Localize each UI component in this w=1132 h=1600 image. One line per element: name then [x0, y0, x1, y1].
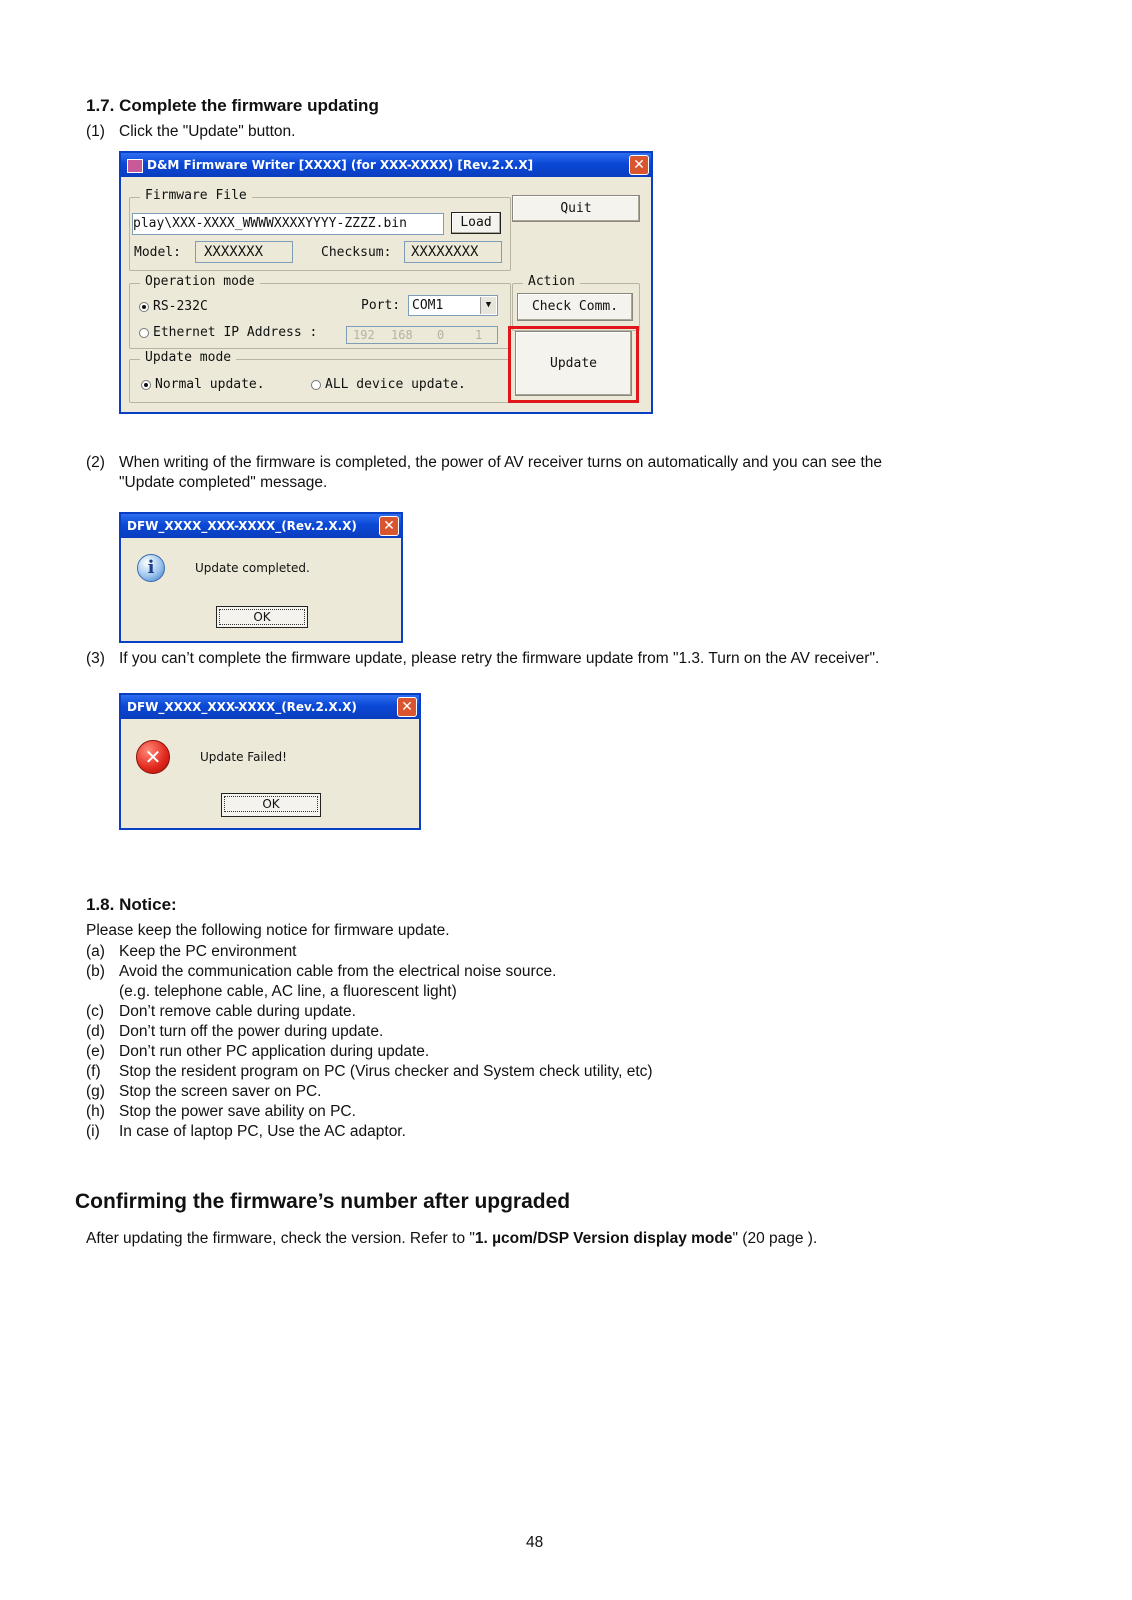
item-text: Keep the PC environment — [119, 943, 297, 960]
section-heading-1-8: 1.8. Notice: — [86, 895, 177, 914]
item-key: (f) — [86, 1063, 101, 1080]
version-display-mode-reference: 1. µcom/DSP Version display mode — [474, 1230, 733, 1247]
step-2 — [86, 453, 882, 493]
item-key: (b) — [86, 963, 105, 980]
model-value: XXXXXXX — [195, 241, 293, 263]
group-label: Action — [523, 274, 580, 289]
step-text: Click the "Update" button. — [119, 123, 296, 140]
item-key: (i) — [86, 1123, 100, 1140]
list-item — [86, 1082, 653, 1102]
ip-octet: 168 — [391, 328, 413, 342]
list-item — [86, 962, 653, 982]
list-item — [86, 1042, 653, 1062]
step-text-line1: When writing of the firmware is completed, the power of AV receiver turns on automatically and you can see the — [119, 454, 883, 471]
list-item — [86, 1022, 653, 1042]
ok-button[interactable] — [216, 606, 308, 628]
port-select[interactable] — [408, 295, 498, 316]
item-text: In case of laptop PC, Use the AC adaptor. — [119, 1123, 406, 1140]
confirm-text-after: " (20 page ). — [732, 1230, 818, 1247]
dialog-title: DFW_XXXX_XXX-XXXX_(Rev.2.X.X) — [127, 700, 357, 714]
normal-update-radio[interactable] — [141, 377, 265, 392]
step-number: (1) — [86, 123, 105, 140]
ethernet-radio[interactable] — [139, 325, 317, 340]
ip-address-field — [346, 326, 498, 344]
radio-label: Normal update. — [155, 377, 265, 392]
group-label: Update mode — [140, 350, 236, 365]
update-failed-dialog — [119, 693, 421, 830]
item-text: Don’t run other PC application during update. — [119, 1043, 430, 1060]
group-label: Firmware File — [140, 188, 252, 203]
item-key: (a) — [86, 943, 105, 960]
group-label: Operation mode — [140, 274, 260, 289]
item-text: Don’t turn off the power during update. — [119, 1023, 384, 1040]
dialog-message: Update completed. — [195, 561, 310, 575]
step-3 — [86, 649, 879, 669]
rs232c-radio[interactable] — [139, 299, 208, 314]
step-1 — [86, 122, 295, 142]
item-text: Stop the screen saver on PC. — [119, 1083, 322, 1100]
radio-selected-icon — [141, 380, 151, 390]
dialog-message: Update Failed! — [200, 750, 287, 764]
notice-list — [86, 942, 653, 1142]
quit-button[interactable]: Quit — [512, 195, 640, 222]
confirm-heading: Confirming the firmware’s number after upgraded — [75, 1190, 571, 1213]
radio-label: Ethernet IP Address : — [153, 325, 318, 340]
item-key: (g) — [86, 1083, 105, 1100]
ip-octet: 1 — [475, 328, 483, 342]
list-item — [86, 982, 653, 1002]
radio-unselected-icon — [139, 328, 149, 338]
step-text-line2: "Update completed" message. — [119, 474, 328, 491]
item-key: (e) — [86, 1043, 105, 1060]
step-text: If you can’t complete the firmware update, please retry the firmware update from "1.3. Turn on the AV receiver". — [119, 650, 880, 667]
window-titlebar — [121, 153, 651, 177]
checksum-value: XXXXXXXX — [404, 241, 502, 263]
item-key: (d) — [86, 1023, 105, 1040]
radio-label: ALL device update. — [325, 377, 466, 392]
radio-label: RS-232C — [153, 299, 208, 314]
ok-label: OK — [219, 609, 305, 625]
model-label: Model: — [134, 245, 181, 260]
dialog-titlebar — [121, 695, 419, 719]
item-key: (h) — [86, 1103, 105, 1120]
item-text: Stop the power save ability on PC. — [119, 1103, 356, 1120]
notice-intro: Please keep the following notice for firmware update. — [86, 922, 450, 939]
page-number: 48 — [526, 1534, 544, 1551]
update-button[interactable]: Update — [515, 331, 632, 396]
radio-selected-icon — [139, 302, 149, 312]
info-icon: i — [137, 554, 165, 582]
close-icon[interactable]: ✕ — [379, 516, 399, 536]
item-text: Avoid the communication cable from the electrical noise source. — [119, 963, 557, 980]
radio-unselected-icon — [311, 380, 321, 390]
item-text: Don’t remove cable during update. — [119, 1003, 356, 1020]
checksum-label: Checksum: — [321, 245, 392, 260]
check-comm-button[interactable]: Check Comm. — [517, 293, 633, 321]
step-number: (2) — [86, 454, 105, 471]
section-heading-1-7: 1.7. Complete the firmware updating — [86, 96, 379, 115]
ip-octet: 192 — [353, 328, 375, 342]
confirm-text-before: After updating the firmware, check the version. Refer to " — [86, 1230, 475, 1247]
firmware-path-field[interactable]: play\XXX-XXXX_WWWWXXXXYYYY-ZZZZ.bin — [132, 213, 444, 235]
item-key: (c) — [86, 1003, 105, 1020]
list-item — [86, 1062, 653, 1082]
list-item — [86, 942, 653, 962]
all-device-update-radio[interactable] — [311, 377, 466, 392]
chevron-down-icon[interactable]: ▼ — [480, 297, 496, 314]
list-item — [86, 1002, 653, 1022]
window-title: D&M Firmware Writer [XXXX] (for XXX-XXXX) [Rev.2.X.X] — [147, 158, 534, 172]
ok-button[interactable] — [221, 793, 321, 817]
firmware-writer-window — [119, 151, 653, 414]
item-text: (e.g. telephone cable, AC line, a fluorescent light) — [119, 983, 457, 1000]
port-value: COM1 — [412, 298, 444, 313]
port-label: Port: — [361, 298, 401, 313]
error-icon: ✕ — [136, 740, 170, 774]
list-item — [86, 1122, 653, 1142]
close-icon[interactable]: ✕ — [397, 697, 417, 717]
list-item — [86, 1102, 653, 1122]
dialog-titlebar — [121, 514, 401, 538]
close-icon[interactable]: ✕ — [629, 155, 649, 175]
ip-octet: 0 — [437, 328, 445, 342]
app-icon — [127, 159, 143, 173]
dialog-title: DFW_XXXX_XXX-XXXX_(Rev.2.X.X) — [127, 519, 357, 533]
confirm-text — [86, 1229, 817, 1249]
step-number: (3) — [86, 650, 105, 667]
item-text: Stop the resident program on PC (Virus checker and System check utility, etc) — [119, 1063, 653, 1080]
update-completed-dialog — [119, 512, 403, 643]
load-button[interactable]: Load — [451, 212, 501, 234]
ok-label: OK — [224, 796, 318, 812]
